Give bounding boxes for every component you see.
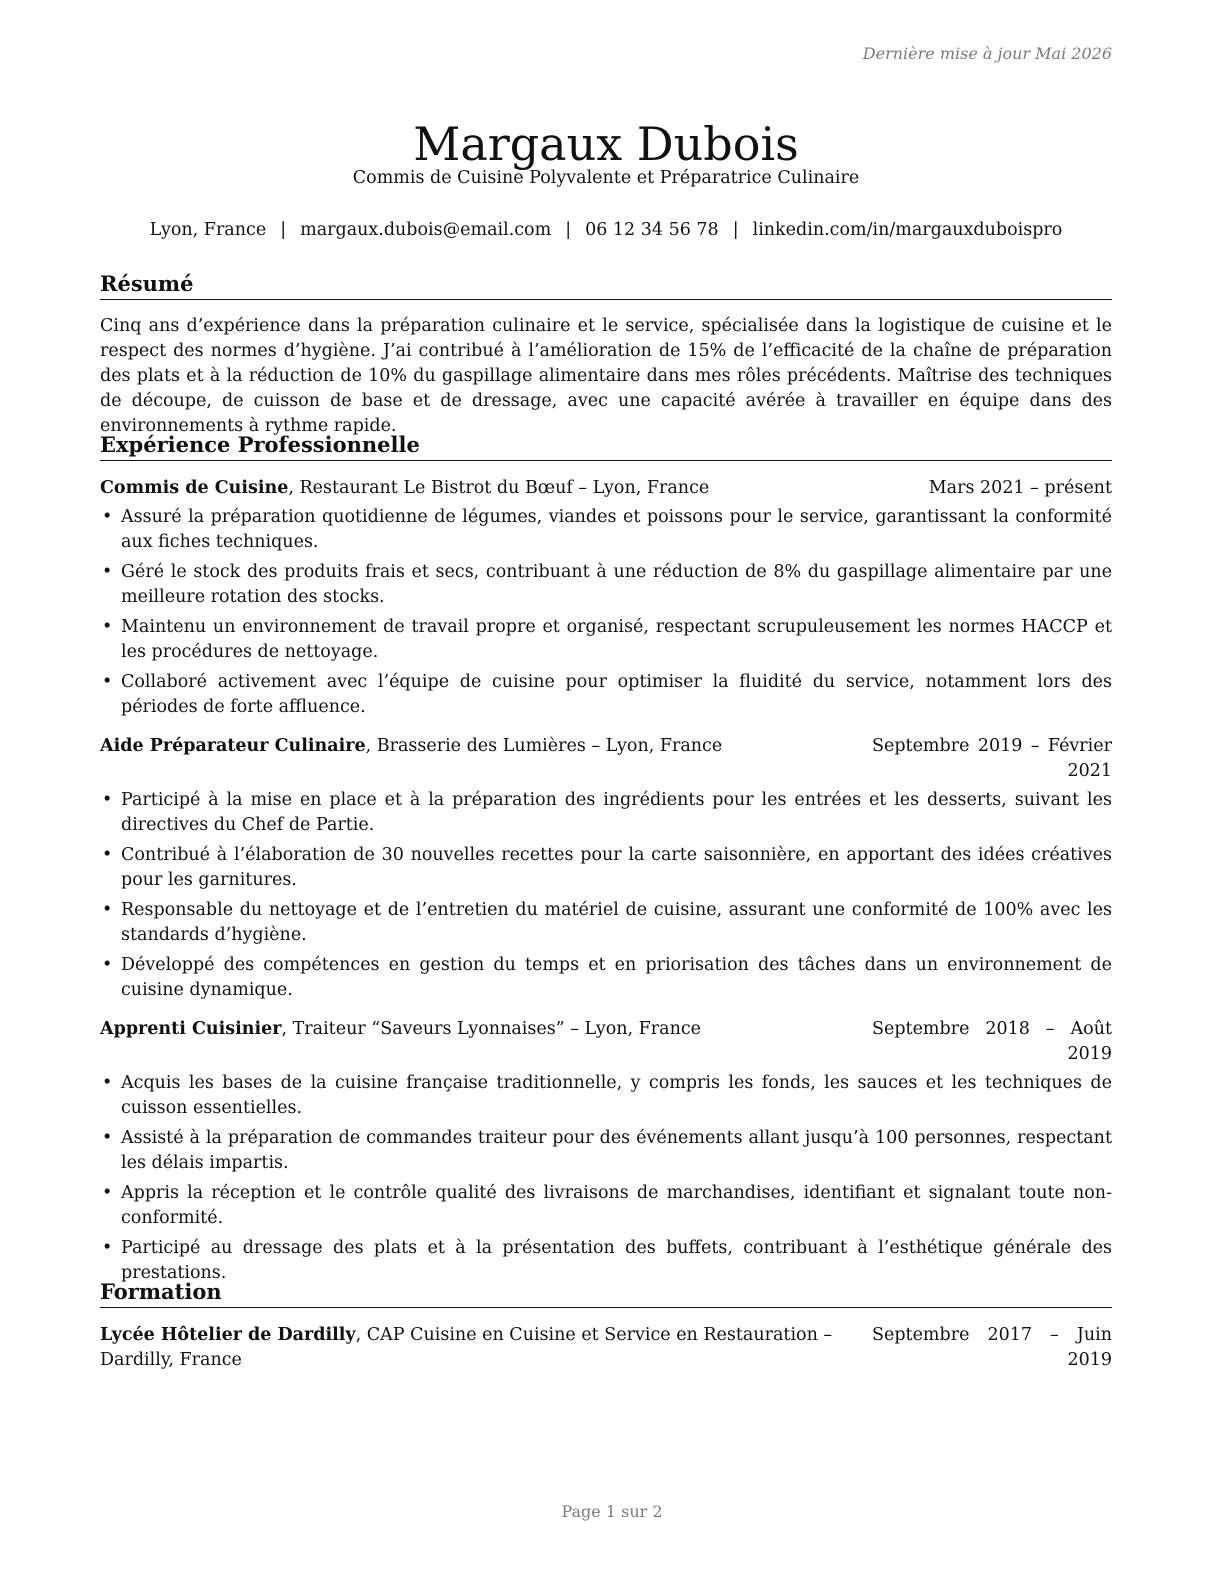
list-item: • Géré le stock des produits frais et secs, contribuant à une réduction de 8% du gaspillage alimentaire par une meilleure rotation des stocks. — [100, 560, 1112, 610]
job-header — [100, 476, 1112, 501]
contact-phone: 06 12 34 56 78 — [585, 220, 719, 240]
education-section — [100, 1278, 1112, 1373]
page-number: Page 1 sur 2 — [561, 1502, 663, 1521]
list-item: • Contribué à l’élaboration de 30 nouvelles recettes pour la carte saisonnière, en apportant des idées créatives pour les garnitures. — [100, 843, 1112, 893]
job-employer: , Traiteur “Saveurs Lyonnaises” – Lyon, France — [281, 1019, 702, 1039]
job-employer: , Restaurant Le Bistrot du Bœuf – Lyon, France — [288, 478, 710, 498]
job-bullets — [100, 1071, 1112, 1286]
job-bullets — [100, 505, 1112, 720]
candidate-name: Margaux Dubois — [413, 116, 799, 171]
education-school: Lycée Hôtelier de Dardilly — [100, 1325, 356, 1345]
summary-text: Cinq ans d’expérience dans la préparation culinaire et le service, spécialisée dans la logistique de cuisine et le respect des normes d’hygiène. J’ai contribué à l’amélioration de 15% de l’efficacité de la chaîne de préparation des plats et à la réduction de 10% du gaspillage alimentaire dans mes rôles précédents. Maîtrise des techniques de découpe, de cuisson de base et de dressage, avec une capacité avérée à travailler en équipe dans des environnements à rythme rapide. — [100, 316, 1112, 436]
job-employer: , Brasserie des Lumières – Lyon, France — [365, 736, 723, 756]
job-entry — [100, 734, 1112, 1003]
contact-separator: | — [732, 220, 739, 240]
contact-location: Lyon, France — [149, 220, 267, 240]
summary-section — [100, 270, 1112, 439]
list-item: • Maintenu un environnement de travail propre et organisé, respectant scrupuleusement les normes HACCP et les procédures de nettoyage. — [100, 615, 1112, 665]
last-updated: Dernière mise à jour Mai 2026 — [862, 44, 1112, 63]
contact-email[interactable]: margaux.dubois@email.com — [300, 220, 552, 240]
education-details: , CAP Cuisine en Cuisine et Service en Restauration – Dardilly, France — [100, 1325, 833, 1370]
section-title: Expérience Professionnelle — [100, 431, 1112, 461]
experience-section — [100, 431, 1112, 1291]
job-bullets — [100, 788, 1112, 1003]
contact-linkedin[interactable]: linkedin.com/in/margauxduboispro — [752, 220, 1063, 240]
list-item: • Responsable du nettoyage et de l’entretien du matériel de cuisine, assurant une conformité de 100% avec les standards d’hygiène. — [100, 898, 1112, 948]
candidate-title: Commis de Cuisine Polyvalente et Préparatrice Culinaire — [352, 168, 860, 188]
section-title: Formation — [100, 1278, 1112, 1308]
list-item: • Participé à la mise en place et à la préparation des ingrédients pour les entrées et les desserts, suivant les directives du Chef de Partie. — [100, 788, 1112, 838]
list-item: • Participé au dressage des plats et à la présentation des buffets, contribuant à l’esthétique générale des prestations. — [100, 1236, 1112, 1286]
education-header — [100, 1323, 1112, 1373]
job-header — [100, 734, 1112, 784]
list-item: • Collaboré activement avec l’équipe de cuisine pour optimiser la fluidité du service, notamment lors des périodes de forte affluence. — [100, 670, 1112, 720]
list-item: • Développé des compétences en gestion du temps et en priorisation des tâches dans un environnement de cuisine dynamique. — [100, 953, 1112, 1003]
education-entry — [100, 1323, 1112, 1373]
contact-separator: | — [280, 220, 287, 240]
job-dates: Septembre 2019 – Février 2021 — [872, 736, 1112, 781]
job-dates: Septembre 2018 – Août 2019 — [872, 1019, 1112, 1064]
contact-separator: | — [565, 220, 572, 240]
list-item: • Assisté à la préparation de commandes traiteur pour des événements allant jusqu’à 100 personnes, respectant les délais impartis. — [100, 1126, 1112, 1176]
job-entry — [100, 1017, 1112, 1286]
job-dates: Mars 2021 – présent — [928, 478, 1112, 498]
job-role: Apprenti Cuisinier — [100, 1019, 282, 1039]
job-role: Aide Préparateur Culinaire — [100, 736, 366, 756]
job-role: Commis de Cuisine — [100, 478, 289, 498]
contact-line — [100, 220, 1112, 240]
education-dates: Septembre 2017 – Juin 2019 — [872, 1325, 1112, 1370]
list-item: • Acquis les bases de la cuisine française traditionnelle, y compris les fonds, les sauces et les techniques de cuisson essentielles. — [100, 1071, 1112, 1121]
list-item: • Assuré la préparation quotidienne de légumes, viandes et poissons pour le service, garantissant la conformité aux fiches techniques. — [100, 505, 1112, 555]
job-entry — [100, 476, 1112, 720]
job-header — [100, 1017, 1112, 1067]
list-item: • Appris la réception et le contrôle qualité des livraisons de marchandises, identifiant et signalant toute non-conformité. — [100, 1181, 1112, 1231]
section-title: Résumé — [100, 270, 1112, 300]
